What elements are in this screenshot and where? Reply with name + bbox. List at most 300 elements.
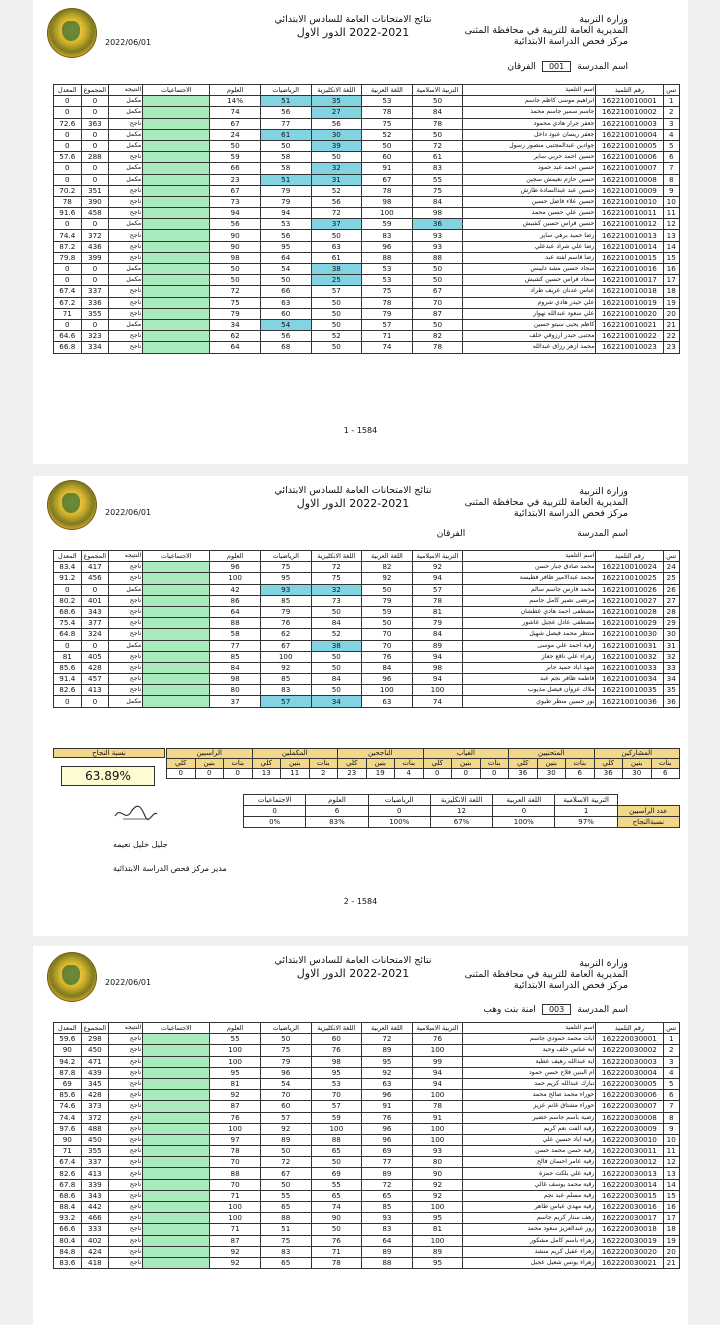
ministry-header: وزارة التربية المديرية العامة للتربية في محافظة المثنى مركز فحص الدراسة الابتدائية <box>464 486 628 519</box>
cell-tot: 424 <box>81 1246 109 1257</box>
cell-eng: 50 <box>311 342 362 353</box>
column-header-arabic: اللغة العربية <box>362 1023 413 1034</box>
cell-ser: 11 <box>663 1146 680 1157</box>
cell-res: ناجح <box>109 185 143 196</box>
cell-res: مكمل <box>109 640 143 651</box>
cell-tot: 343 <box>81 1190 109 1201</box>
cell-name: حسين احمد عبد حمود <box>463 163 596 174</box>
cell-isl: 84 <box>412 107 463 118</box>
table-row <box>54 1190 680 1201</box>
cell-sci: 100 <box>210 1213 261 1224</box>
cell-res: مكمل <box>109 174 143 185</box>
cell-avg: 68.6 <box>54 1190 82 1201</box>
cell-isl: 90 <box>412 1168 463 1179</box>
cell-eng: 78 <box>311 1257 362 1268</box>
cell-id: 162220030016 <box>596 1202 663 1213</box>
cell-ser: 17 <box>663 1213 680 1224</box>
cell-avg: 82.6 <box>54 1168 82 1179</box>
cell-ara: 74 <box>362 342 413 353</box>
cell-sci: 58 <box>210 629 261 640</box>
cell-mat: 62 <box>260 629 311 640</box>
column-header-name: اسم التلميذ <box>463 551 596 562</box>
cell-sci: 96 <box>210 562 261 573</box>
cell-isl: 50 <box>412 319 463 330</box>
cell-isl: 74 <box>412 696 463 707</box>
summary-sub-header: كلي <box>509 759 538 769</box>
cell-eng: 70 <box>311 1090 362 1101</box>
cell-ara: 70 <box>362 629 413 640</box>
cell-eng: 50 <box>311 1224 362 1235</box>
cell-ser: 5 <box>663 140 680 151</box>
cell-soc <box>143 1190 210 1201</box>
cell-avg: 72.6 <box>54 118 82 129</box>
column-header-science: العلوم <box>210 85 261 96</box>
cell-tot: 351 <box>81 185 109 196</box>
cell-avg: 0 <box>54 129 82 140</box>
cell-ara: 72 <box>362 1179 413 1190</box>
cell-tot: 402 <box>81 1235 109 1246</box>
cell-sci: 95 <box>210 1067 261 1078</box>
subject-pass-rate: 97% <box>555 817 617 828</box>
table-row <box>54 342 680 353</box>
cell-eng: 61 <box>311 252 362 263</box>
column-header-islamic: التربية الاسلامية <box>412 85 463 96</box>
cell-eng: 84 <box>311 618 362 629</box>
cell-isl: 99 <box>412 1056 463 1067</box>
table-row <box>54 219 680 230</box>
cell-isl: 84 <box>412 196 463 207</box>
pass-rate-row-label: نسبةالنجاح <box>617 817 679 828</box>
cell-tot: 0 <box>81 107 109 118</box>
cell-res: ناجح <box>109 629 143 640</box>
cell-res: ناجح <box>109 1056 143 1067</box>
cell-eng: 50 <box>311 1157 362 1168</box>
ministry-emblem-icon <box>47 480 97 530</box>
cell-ser: 23 <box>663 342 680 353</box>
cell-res: ناجح <box>109 1067 143 1078</box>
cell-id: 162210010015 <box>596 252 663 263</box>
cell-name: مصطفى احمد هادي عطشان <box>463 606 596 617</box>
cell-sci: 73 <box>210 196 261 207</box>
cell-avg: 67.4 <box>54 286 82 297</box>
cell-avg: 59.6 <box>54 1034 82 1045</box>
cell-name: رقية علي بلكث حمزة <box>463 1168 596 1179</box>
cell-eng: 38 <box>311 640 362 651</box>
cell-res: ناجح <box>109 1034 143 1045</box>
cell-eng: 74 <box>311 1202 362 1213</box>
results-table <box>53 550 680 708</box>
cell-eng: 50 <box>311 685 362 696</box>
cell-ser: 27 <box>663 595 680 606</box>
cell-ser: 9 <box>663 1123 680 1134</box>
result-sheet-page-2 <box>33 476 688 936</box>
cell-avg: 0 <box>54 275 82 286</box>
cell-ara: 95 <box>362 1056 413 1067</box>
cell-res: مكمل <box>109 107 143 118</box>
table-row <box>54 1067 680 1078</box>
column-header-english: اللغة الانكليزية <box>311 85 362 96</box>
cell-isl: 88 <box>412 252 463 263</box>
summary-sub-header: بنين <box>452 759 481 769</box>
cell-soc <box>143 96 210 107</box>
results-table <box>53 1022 680 1269</box>
cell-tot: 442 <box>81 1202 109 1213</box>
cell-id: 162220030004 <box>596 1067 663 1078</box>
cell-avg: 0 <box>54 584 82 595</box>
table-row <box>54 286 680 297</box>
cell-sci: 75 <box>210 297 261 308</box>
cell-soc <box>143 1034 210 1045</box>
cell-name: رضا حميد برهي ساير <box>463 230 596 241</box>
cell-mat: 63 <box>260 297 311 308</box>
cell-ser: 8 <box>663 1112 680 1123</box>
cell-mat: 57 <box>260 696 311 707</box>
cell-avg: 80.4 <box>54 1235 82 1246</box>
cell-res: ناجح <box>109 1246 143 1257</box>
cell-id: 162220030006 <box>596 1090 663 1101</box>
cell-tot: 288 <box>81 152 109 163</box>
cell-sci: 42 <box>210 584 261 595</box>
cell-soc <box>143 696 210 707</box>
column-header-math: الرياضيات <box>260 1023 311 1034</box>
cell-soc <box>143 1067 210 1078</box>
cell-id: 162220030001 <box>596 1034 663 1045</box>
page-number: 2 - 1584 <box>343 897 378 906</box>
cell-ara: 69 <box>362 1146 413 1157</box>
subject-pass-rate: 83% <box>306 817 368 828</box>
subject-name: الرياضيات <box>368 795 430 806</box>
cell-avg: 0 <box>54 174 82 185</box>
cell-eng: 98 <box>311 1056 362 1067</box>
table-row <box>54 319 680 330</box>
cell-eng: 69 <box>311 1168 362 1179</box>
subject-name: العلوم <box>306 795 368 806</box>
cell-res: ناجح <box>109 297 143 308</box>
cell-name: حوراء محمد صالح محمد <box>463 1090 596 1101</box>
cell-name: محمد ازهر رزاق عبدالله <box>463 342 596 353</box>
cell-res: ناجح <box>109 1190 143 1201</box>
cell-sci: 92 <box>210 1246 261 1257</box>
cell-id: 162210010033 <box>596 662 663 673</box>
cell-avg: 68.6 <box>54 606 82 617</box>
cell-id: 162210010029 <box>596 618 663 629</box>
table-row <box>54 1235 680 1246</box>
table-row <box>54 1146 680 1157</box>
summary-value: 36 <box>594 769 623 779</box>
cell-soc <box>143 107 210 118</box>
cell-ser: 35 <box>663 685 680 696</box>
cell-tot: 439 <box>81 1067 109 1078</box>
table-row <box>54 107 680 118</box>
summary-group-header: المتحنيين <box>509 749 595 759</box>
cell-tot: 418 <box>81 1257 109 1268</box>
cell-soc <box>143 1078 210 1089</box>
cell-mat: 75 <box>260 1045 311 1056</box>
cell-isl: 87 <box>412 308 463 319</box>
cell-eng: 50 <box>311 297 362 308</box>
table-row <box>54 140 680 151</box>
column-header-name: اسم التلميذ <box>463 85 596 96</box>
cell-ara: 91 <box>362 163 413 174</box>
cell-isl: 72 <box>412 140 463 151</box>
cell-id: 162210010012 <box>596 219 663 230</box>
summary-value: 13 <box>252 769 281 779</box>
cell-res: مكمل <box>109 219 143 230</box>
table-row <box>54 1101 680 1112</box>
table-row <box>54 1034 680 1045</box>
cell-soc <box>143 562 210 573</box>
cell-name: حوراء مشتاق غانم عزيز <box>463 1101 596 1112</box>
cell-sci: 81 <box>210 1078 261 1089</box>
cell-soc <box>143 573 210 584</box>
cell-mat: 54 <box>260 1078 311 1089</box>
cell-name: علي سعود عبدالله نهوار <box>463 308 596 319</box>
summary-sub-header: كلي <box>338 759 367 769</box>
cell-tot: 337 <box>81 286 109 297</box>
cell-ara: 78 <box>362 185 413 196</box>
cell-avg: 57.6 <box>54 152 82 163</box>
cell-mat: 50 <box>260 140 311 151</box>
cell-tot: 471 <box>81 1056 109 1067</box>
cell-ser: 18 <box>663 286 680 297</box>
cell-tot: 450 <box>81 1045 109 1056</box>
cell-id: 162220030009 <box>596 1123 663 1134</box>
cell-eng: 76 <box>311 1235 362 1246</box>
cell-tot: 399 <box>81 252 109 263</box>
cell-mat: 79 <box>260 606 311 617</box>
cell-soc <box>143 1146 210 1157</box>
column-header-social: الاجتماعيات <box>143 1023 210 1034</box>
cell-name: فاطمة ظافر نجم عبد <box>463 674 596 685</box>
summary-value: 0 <box>224 769 253 779</box>
cell-res: ناجح <box>109 308 143 319</box>
column-header-id: رقم التلميذ <box>596 85 663 96</box>
cell-sci: 71 <box>210 1190 261 1201</box>
cell-mat: 54 <box>260 319 311 330</box>
cell-res: ناجح <box>109 1090 143 1101</box>
cell-ser: 12 <box>663 1157 680 1168</box>
cell-name: حسين احمد حربي ساير <box>463 152 596 163</box>
cell-ser: 3 <box>663 118 680 129</box>
cell-sci: 67 <box>210 185 261 196</box>
cell-res: ناجح <box>109 241 143 252</box>
cell-soc <box>143 1090 210 1101</box>
cell-res: ناجح <box>109 342 143 353</box>
cell-sci: 34 <box>210 319 261 330</box>
school-info: اسم المدرسة الفرقان <box>436 529 628 539</box>
cell-ser: 10 <box>663 196 680 207</box>
cell-res: مكمل <box>109 319 143 330</box>
table-row <box>54 1045 680 1056</box>
cell-isl: 55 <box>412 174 463 185</box>
cell-avg: 70.2 <box>54 185 82 196</box>
cell-sci: 14% <box>210 96 261 107</box>
cell-isl: 94 <box>412 573 463 584</box>
cell-sci: 55 <box>210 1034 261 1045</box>
cell-eng: 50 <box>311 319 362 330</box>
cell-ser: 10 <box>663 1134 680 1145</box>
table-row <box>54 252 680 263</box>
cell-avg: 66.8 <box>54 342 82 353</box>
cell-eng: 75 <box>311 573 362 584</box>
cell-avg: 81 <box>54 651 82 662</box>
table-row <box>54 1123 680 1134</box>
cell-mat: 70 <box>260 1090 311 1101</box>
cell-sci: 92 <box>210 1257 261 1268</box>
cell-soc <box>143 1202 210 1213</box>
cell-eng: 39 <box>311 140 362 151</box>
table-row <box>54 163 680 174</box>
cell-sci: 72 <box>210 286 261 297</box>
cell-ara: 78 <box>362 107 413 118</box>
cell-name: ام البنين فلاح حسن حمود <box>463 1067 596 1078</box>
cell-ser: 31 <box>663 640 680 651</box>
cell-name: ابراهيم موسى كاظم جاسم <box>463 96 596 107</box>
cell-sci: 98 <box>210 674 261 685</box>
cell-id: 162220030014 <box>596 1179 663 1190</box>
subject-pass-rate: 67% <box>430 817 492 828</box>
failed-count: 12 <box>430 806 492 817</box>
cell-name: مجتبى حيدر ارزوقي خلف <box>463 331 596 342</box>
table-row <box>54 562 680 573</box>
cell-mat: 95 <box>260 573 311 584</box>
cell-tot: 0 <box>81 129 109 140</box>
cell-mat: 96 <box>260 1067 311 1078</box>
cell-sci: 66 <box>210 163 261 174</box>
cell-avg: 0 <box>54 640 82 651</box>
cell-ser: 4 <box>663 129 680 140</box>
cell-res: ناجح <box>109 208 143 219</box>
cell-isl: 80 <box>412 1157 463 1168</box>
table-row <box>54 1246 680 1257</box>
cell-isl: 100 <box>412 1045 463 1056</box>
cell-mat: 77 <box>260 118 311 129</box>
cell-ara: 84 <box>362 662 413 673</box>
cell-avg: 64.6 <box>54 331 82 342</box>
cell-eng: 35 <box>311 96 362 107</box>
cell-sci: 88 <box>210 618 261 629</box>
cell-tot: 436 <box>81 241 109 252</box>
cell-avg: 91.4 <box>54 674 82 685</box>
cell-tot: 0 <box>81 275 109 286</box>
cell-ara: 100 <box>362 685 413 696</box>
cell-id: 162210010001 <box>596 96 663 107</box>
cell-isl: 92 <box>412 1179 463 1190</box>
summary-sub-header: بنين <box>195 759 224 769</box>
cell-ara: 88 <box>362 1257 413 1268</box>
cell-ara: 67 <box>362 174 413 185</box>
cell-avg: 91.2 <box>54 573 82 584</box>
cell-avg: 97.6 <box>54 1123 82 1134</box>
cell-isl: 98 <box>412 208 463 219</box>
cell-mat: 100 <box>260 651 311 662</box>
cell-mat: 50 <box>260 1146 311 1157</box>
summary-sub-header: بنات <box>651 759 680 769</box>
cell-eng: 50 <box>311 152 362 163</box>
cell-sci: 64 <box>210 342 261 353</box>
cell-eng: 56 <box>311 196 362 207</box>
subject-name: اللغة العربية <box>493 795 555 806</box>
cell-ara: 83 <box>362 1224 413 1235</box>
cell-tot: 456 <box>81 573 109 584</box>
cell-ser: 9 <box>663 185 680 196</box>
cell-res: ناجح <box>109 196 143 207</box>
cell-isl: 84 <box>412 629 463 640</box>
cell-ara: 82 <box>362 562 413 573</box>
cell-ara: 59 <box>362 606 413 617</box>
cell-mat: 83 <box>260 1246 311 1257</box>
cell-sci: 71 <box>210 1224 261 1235</box>
cell-sci: 100 <box>210 573 261 584</box>
cell-eng: 72 <box>311 208 362 219</box>
cell-tot: 355 <box>81 1146 109 1157</box>
cell-isl: 92 <box>412 562 463 573</box>
summary-value: 0 <box>452 769 481 779</box>
cell-soc <box>143 297 210 308</box>
cell-mat: 57 <box>260 1112 311 1123</box>
cell-name: تبارك عبدالله كريم حمد <box>463 1078 596 1089</box>
cell-id: 162210010007 <box>596 163 663 174</box>
cell-mat: 85 <box>260 595 311 606</box>
pass-rate-label: نسبة النجاح <box>53 748 165 758</box>
cell-id: 162210010036 <box>596 696 663 707</box>
column-header-average: المعدل <box>54 1023 82 1034</box>
cell-ara: 96 <box>362 1123 413 1134</box>
cell-soc <box>143 275 210 286</box>
cell-ser: 21 <box>663 319 680 330</box>
cell-eng: 38 <box>311 264 362 275</box>
cell-eng: 95 <box>311 1067 362 1078</box>
cell-name: رقية محمد يوسف غالي <box>463 1179 596 1190</box>
cell-sci: 100 <box>210 1045 261 1056</box>
subject-name: الاجتماعيات <box>244 795 306 806</box>
cell-name: عباس عدنان عريف طراد <box>463 286 596 297</box>
cell-ser: 19 <box>663 297 680 308</box>
cell-res: مكمل <box>109 264 143 275</box>
cell-id: 162210010006 <box>596 152 663 163</box>
ministry-emblem-icon <box>47 8 97 58</box>
cell-soc <box>143 1123 210 1134</box>
summary-sub-header: كلي <box>423 759 452 769</box>
cell-id: 162220030003 <box>596 1056 663 1067</box>
cell-res: ناجح <box>109 286 143 297</box>
cell-id: 162210010004 <box>596 129 663 140</box>
cell-tot: 466 <box>81 1213 109 1224</box>
cell-res: ناجح <box>109 1213 143 1224</box>
cell-name: رقية حسن محمد حسن <box>463 1146 596 1157</box>
cell-name: رقية مسلم عبد نجم <box>463 1190 596 1201</box>
school-name: الفرقان <box>436 529 466 539</box>
cell-sci: 87 <box>210 1101 261 1112</box>
cell-eng: 52 <box>311 185 362 196</box>
cell-name: محمد صادق جبار حسن <box>463 562 596 573</box>
cell-sci: 67 <box>210 118 261 129</box>
cell-name: روز عبدالعزيز سعود محمد <box>463 1224 596 1235</box>
cell-mat: 85 <box>260 674 311 685</box>
summary-value: 11 <box>281 769 310 779</box>
cell-tot: 343 <box>81 606 109 617</box>
cell-mat: 60 <box>260 308 311 319</box>
cell-sci: 85 <box>210 651 261 662</box>
summary-sub-header: كلي <box>252 759 281 769</box>
cell-sci: 90 <box>210 241 261 252</box>
table-row <box>54 1134 680 1145</box>
cell-eng: 34 <box>311 696 362 707</box>
cell-isl: 78 <box>412 118 463 129</box>
cell-eng: 84 <box>311 674 362 685</box>
column-header-name: اسم التلميذ <box>463 1023 596 1034</box>
table-header-row <box>54 1023 680 1034</box>
